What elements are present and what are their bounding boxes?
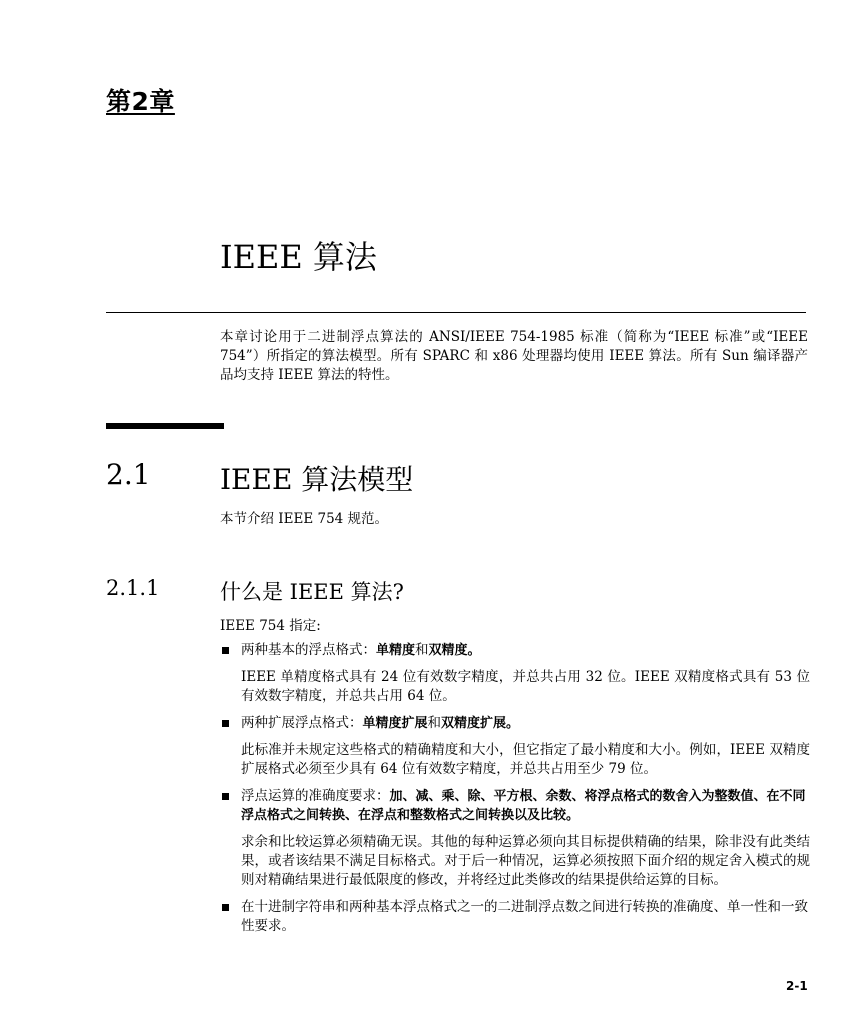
subsection-title: 什么是 IEEE 算法?: [220, 580, 404, 604]
list-item: [220, 714, 810, 779]
section-number: 2.1: [106, 458, 151, 491]
section-title: IEEE 算法模型: [220, 463, 414, 496]
item-lead: 在十进制字符串和两种基本浮点格式之一的二进制浮点数之间进行转换的准确度、单一性和一致性要求。: [241, 899, 808, 934]
page-number: 2-1: [786, 979, 808, 993]
subsection-intro: IEEE 754 指定:: [220, 618, 321, 634]
item-lead: 两种基本的浮点格式：单精度和双精度。: [241, 642, 481, 658]
item-detail: IEEE 单精度格式具有 24 位有效数字精度，并总共占用 32 位。IEEE 双精度格式具有 53 位有效数字精度，并总共占用 64 位。: [241, 669, 810, 704]
item-lead: 两种扩展浮点格式：单精度扩展和双精度扩展。: [241, 715, 520, 731]
section-intro: 本节介绍 IEEE 754 规范。: [220, 511, 389, 527]
bullet-icon: [222, 720, 229, 727]
bullet-icon: [222, 793, 229, 800]
item-detail: 求余和比较运算必须精确无误。其他的每种运算必须向其目标提供精确的结果，除非没有此类结果，或者该结果不满足目标格式。对于后一种情况，运算必须按照下面介绍的规定舍入模式的规则对精确结果进行最低限度的修改，并将经过此类修改的结果提供给运算的目标。: [241, 834, 810, 888]
item-lead: 浮点运算的准确度要求：加、减、乘、除、平方根、余数、将浮点格式的数舍入为整数值、在不同浮点格式之间转换、在浮点和整数格式之间转换以及比较。: [241, 788, 806, 823]
subsection-number: 2.1.1: [106, 576, 160, 600]
section-bar: [106, 423, 224, 429]
list-item: [220, 787, 810, 890]
bullet-icon: [222, 647, 229, 654]
spec-list: [220, 641, 810, 936]
chapter-title: IEEE 算法: [220, 238, 377, 276]
item-detail: 此标准并未规定这些格式的精确精度和大小，但它指定了最小精度和大小。例如，IEEE 双精度扩展格式必须至少具有 64 位有效数字精度，并总共占用至少 79 位。: [241, 742, 810, 777]
bullet-icon: [222, 904, 229, 911]
list-item: [220, 898, 810, 936]
title-divider: [106, 312, 806, 313]
chapter-intro: 本章讨论用于二进制浮点算法的 ANSI/IEEE 754-1985 标准（简称为“IEEE 标准”或“IEEE 754”）所指定的算法模型。所有 SPARC 和 x86 处理器均使用 IEEE 算法。所有 Sun 编译器产品均支持 IEEE 算法的特性。: [220, 329, 808, 383]
chapter-label: 第2章: [106, 87, 175, 116]
list-item: [220, 641, 810, 706]
